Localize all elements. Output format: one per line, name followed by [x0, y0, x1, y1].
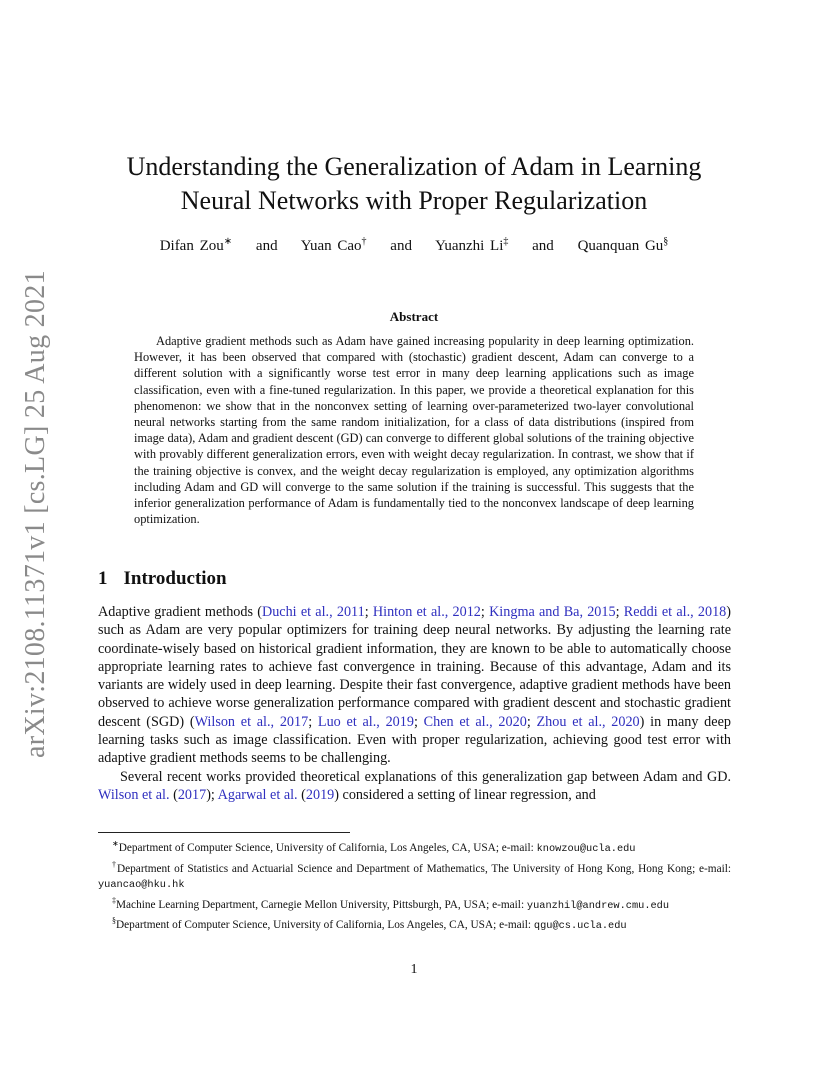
- citation-link[interactable]: 2019: [305, 786, 335, 803]
- introduction-body: [98, 603, 731, 804]
- section-title: Introduction: [123, 568, 227, 589]
- author-separator: and: [390, 238, 412, 254]
- text-run: ;: [526, 713, 537, 730]
- citation-link[interactable]: Wilson et al.: [98, 786, 170, 803]
- footnote: [98, 893, 731, 914]
- title-line-2: Neural Networks with Proper Regularization: [180, 186, 648, 215]
- text-run: (: [169, 786, 178, 803]
- footnote-text: Department of Statistics and Actuarial Science and Department of Mathematics, The University of Hong Kong, Hong Kong; e-mail:: [116, 862, 732, 875]
- footnote-mark: ‡: [112, 895, 116, 905]
- citation-link[interactable]: Wilson et al., 2017: [194, 713, 309, 730]
- footnote-mark: §: [112, 916, 116, 926]
- author-name: Yuanzhi Li: [435, 238, 504, 254]
- text-run: ;: [615, 604, 624, 620]
- author-mark: ‡: [503, 236, 509, 247]
- page-number: 1: [410, 962, 418, 977]
- footnote: [98, 836, 731, 857]
- citation-link[interactable]: Duchi et al., 2011: [261, 604, 365, 620]
- author-mark: ∗: [223, 236, 233, 247]
- author-list: [90, 236, 738, 255]
- text-run: );: [206, 786, 218, 803]
- footnote-text: Department of Computer Science, University of California, Los Angeles, CA, USA; e-mail:: [118, 841, 537, 854]
- text-run: ;: [364, 604, 373, 620]
- citation-link[interactable]: Chen et al., 2020: [423, 713, 527, 730]
- citation-link[interactable]: Agarwal et al.: [217, 786, 298, 803]
- citation-link[interactable]: Luo et al., 2019: [317, 713, 414, 730]
- title-line-1: Understanding the Generalization of Adam in Learning: [126, 152, 702, 181]
- footnote-text: Machine Learning Department, Carnegie Mellon University, Pittsburgh, PA, USA; e-mail:: [116, 898, 527, 911]
- text-run: Several recent works provided theoretical explanations of this generalization gap between Adam and GD.: [120, 768, 731, 785]
- citation-link[interactable]: Kingma and Ba, 2015: [489, 604, 616, 620]
- paper-title: [90, 150, 738, 218]
- footnote-divider: [98, 832, 350, 833]
- footnote-mark: ∗: [112, 839, 119, 848]
- text-run: ;: [480, 604, 490, 620]
- author-separator: and: [532, 238, 554, 254]
- citation-link[interactable]: Hinton et al., 2012: [372, 604, 481, 620]
- section-number: 1: [98, 568, 108, 589]
- email-address[interactable]: qgu@cs.ucla.edu: [533, 920, 627, 933]
- text-run: ;: [413, 713, 424, 730]
- footnote: [98, 913, 731, 934]
- email-address[interactable]: yuanzhil@andrew.cmu.edu: [526, 899, 670, 912]
- citation-link[interactable]: Reddi et al., 2018: [623, 604, 727, 620]
- text-run: ) in many deep learning tasks such as image classification. Even with proper regularization, achieving good test error with adaptive gradient methods seems to be challenging.: [98, 713, 731, 767]
- text-run: ;: [308, 713, 318, 730]
- footnotes: [98, 836, 731, 934]
- email-address[interactable]: knowzou@ucla.edu: [536, 842, 636, 855]
- footnote-mark: †: [112, 859, 117, 869]
- abstract-text: Adaptive gradient methods such as Adam have gained increasing popularity in deep learning optimization. However, it has been observed that compared with (stochastic) gradient descent, Adam can converge to a different solution with a significantly worse test error in many deep learning applications such as image classification, even with a fine-tuned regularization. In this paper, we provide a theoretical explanation for this phenomenon: we show that in the nonconvex setting of learning over-parameterized two-layer convolutional neural networks starting from the same random initialization, for a class of data distributions (inspired from image data), Adam and gradient descent (GD) can converge to different global solutions of the training objective with provably different generalization errors, even with weight decay regularization. In contrast, we show that if the training objective is convex, and the weight decay regularization is employed, any optimization algorithms including Adam and GD will converge to the same solution if the training is successful. This suggests that the inferior generalization performance of Adam is fundamentally tied to the nonconvex landscape of deep learning optimization.: [134, 334, 694, 527]
- paragraph: [98, 768, 731, 805]
- arxiv-identifier: arXiv:2108.11371v1 [cs.LG] 25 Aug 2021: [20, 270, 51, 758]
- section-heading: [98, 568, 227, 590]
- footnote: [98, 857, 731, 893]
- text-run: ) such as Adam are very popular optimizers for training deep neural networks. By adjusting the learning rate coordinate-wisely based on historical gradient information, they are known to be able to automatically choose appropriate learning rates to achieve fast convergence in training. Because of this advantage, Adam and its variants are widely used in deep learning. Despite their fast convergence, adaptive gradient methods have been observed to achieve worse generalization performance compared with gradient descent and stochastic gradient descent (SGD) (: [98, 604, 731, 730]
- author-mark: §: [663, 236, 669, 247]
- text-run: (: [297, 786, 306, 803]
- author-name: Yuan Cao: [300, 238, 362, 254]
- footnote-text: Department of Computer Science, University of California, Los Angeles, CA, USA; e-mail:: [116, 919, 534, 932]
- author-name: Difan Zou: [159, 238, 224, 254]
- author-mark: †: [361, 236, 367, 247]
- email-address[interactable]: yuancao@hku.hk: [98, 878, 185, 891]
- abstract-heading: Abstract: [389, 309, 439, 324]
- citation-link[interactable]: Zhou et al., 2020: [536, 713, 640, 730]
- author-separator: and: [255, 238, 278, 254]
- author-name: Quanquan Gu: [577, 238, 664, 254]
- text-run: Adaptive gradient methods (: [98, 604, 262, 620]
- citation-link[interactable]: 2017: [177, 786, 207, 803]
- paragraph: [98, 603, 731, 768]
- text-run: ) considered a setting of linear regression, and: [334, 786, 596, 803]
